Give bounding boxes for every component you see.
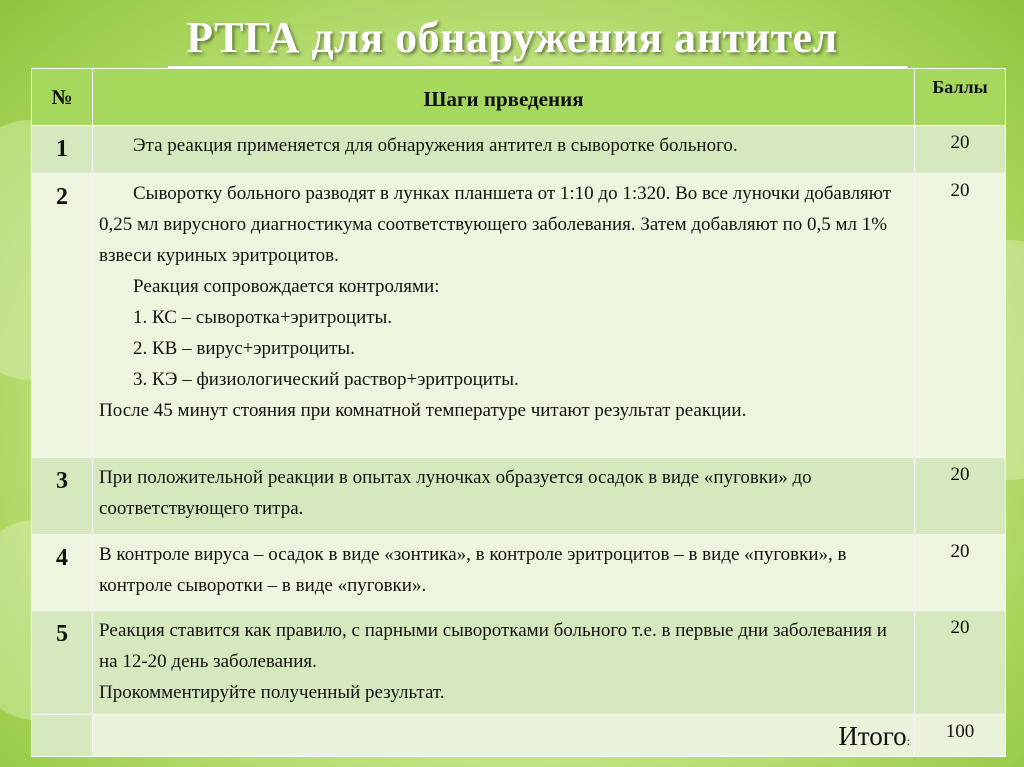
step-paragraph: Реакция сопровождается контролями: <box>133 276 440 297</box>
table-row <box>32 458 1006 535</box>
step-paragraph: В контроле вируса – осадок в виде «зонтика», в контроле эритроцитов – в виде «пуговки», в контроле сыворотки – в виде «пуговки». <box>99 544 847 596</box>
step-score: 20 <box>915 458 1006 535</box>
total-colon: : <box>906 734 910 748</box>
step-paragraph: Сыворотку больного разводят в лунках планшета от 1:10 до 1:320. Во все луночки добавляют 0,25 мл вирусного диагностикума соответствующего заболевания. Затем добавляют по 0,5 мл 1% взвеси куриных эритроцитов. <box>99 183 892 266</box>
step-paragraph: 3. КЭ – физиологический раствор+эритроциты. <box>133 369 519 390</box>
slide-title: РТГА для обнаружения антител <box>186 13 838 62</box>
step-paragraph: 2. КВ – вирус+эритроциты. <box>133 338 355 359</box>
total-row <box>32 715 1006 757</box>
step-paragraph: Эта реакция применяется для обнаружения антител в сыворотке больного. <box>133 135 738 156</box>
step-number: 3 <box>32 458 93 535</box>
step-number: 4 <box>32 535 93 611</box>
step-score: 20 <box>915 611 1006 715</box>
step-paragraph: При положительной реакции в опытах луночках образуется осадок в виде «пуговки» до соответствующего титра. <box>99 467 812 519</box>
step-description <box>93 611 915 715</box>
total-label: Итого <box>838 721 907 751</box>
header-number: № <box>32 69 93 126</box>
step-score: 20 <box>915 535 1006 611</box>
total-label-cell <box>93 715 915 757</box>
step-number: 5 <box>32 611 93 715</box>
step-paragraph: 1. КС – сыворотка+эритроциты. <box>133 307 393 328</box>
table-row <box>32 126 1006 174</box>
table-row <box>32 174 1006 458</box>
step-description <box>93 174 915 458</box>
step-number: 2 <box>32 174 93 458</box>
table-body <box>32 126 1006 757</box>
step-description <box>93 458 915 535</box>
total-score: 100 <box>915 715 1006 757</box>
step-number: 1 <box>32 126 93 174</box>
table-header-row <box>32 69 1006 126</box>
step-score: 20 <box>915 174 1006 458</box>
table-row <box>32 535 1006 611</box>
step-score: 20 <box>915 126 1006 174</box>
step-paragraph: После 45 минут стояния при комнатной температуре читают результат реакции. <box>99 400 747 421</box>
header-steps: Шаги прведения <box>93 69 915 126</box>
step-paragraph: Прокомментируйте полученный результат. <box>99 682 445 703</box>
step-description <box>93 535 915 611</box>
table-row <box>32 611 1006 715</box>
step-paragraph: Реакция ставится как правило, с парными сыворотками больного т.е. в первые дни заболевания и на 12-20 день заболевания. <box>99 620 887 672</box>
total-empty-cell <box>32 715 93 757</box>
header-score: Баллы <box>915 69 1006 126</box>
steps-table <box>31 68 1006 757</box>
step-description <box>93 126 915 174</box>
